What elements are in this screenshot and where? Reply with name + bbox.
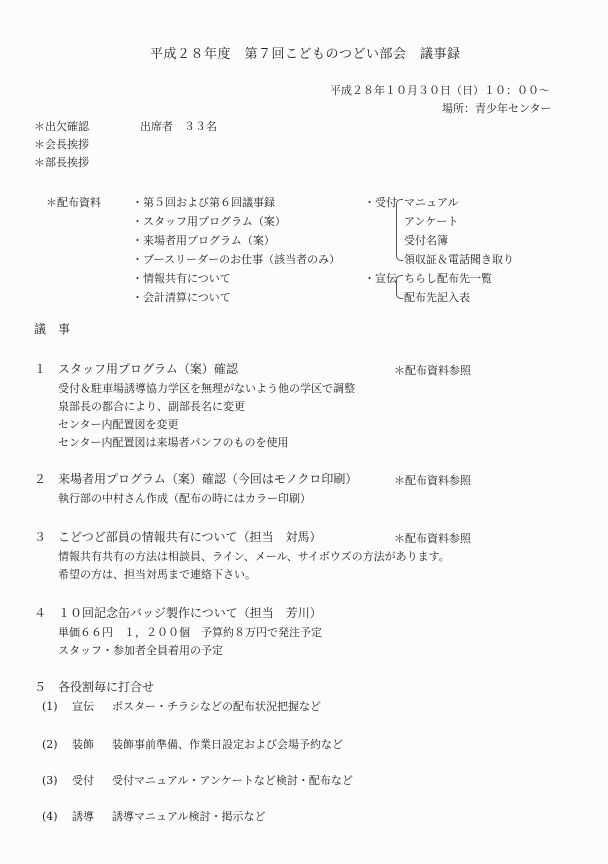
agenda-item-number: ３ xyxy=(34,530,47,544)
pr-item: 配布先記入表 xyxy=(404,291,470,304)
agenda-item-title: １０回記念缶バッジ製作について（担当 芳川） xyxy=(58,606,322,620)
agenda-item-title: こどつど部員の情報共有について（担当 対馬） xyxy=(58,530,322,544)
reception-item: アンケート xyxy=(404,215,459,228)
agenda-item-title: スタッフ用プログラム（案）確認 xyxy=(58,362,238,376)
reception-item: マニュアル xyxy=(404,196,459,209)
agenda-ref-note: ＊配布資料参照 xyxy=(394,532,471,545)
materials-label: ＊配布資料 xyxy=(46,196,101,209)
agenda-item-number: ２ xyxy=(34,472,47,486)
materials-item: ・スタッフ用プログラム（案） xyxy=(132,215,286,228)
materials-item: ・会計清算について xyxy=(132,291,231,304)
role-description: 誘導マニュアル検討・掲示など xyxy=(112,810,266,823)
agenda-ref-note: ＊配布資料参照 xyxy=(394,474,471,487)
role-description: 受付マニュアル・アンケートなど検討・配布など xyxy=(112,774,353,787)
role-number: (2) xyxy=(42,738,58,751)
materials-item: ・第５回および第６回議事録 xyxy=(132,196,275,209)
pr-brace xyxy=(396,275,403,299)
role-description: ポスター・チラシなどの配布状況把握など xyxy=(112,700,321,713)
attendance-label: ＊出欠確認 xyxy=(34,120,89,133)
attendance-value: 出席者 ３３名 xyxy=(140,120,217,133)
role-name: 装飾 xyxy=(72,738,94,751)
agenda-item-line: 受付＆駐車場誘導協力学区を無理がないよう他の学区で調整 xyxy=(58,382,355,395)
role-number: (3) xyxy=(42,774,58,787)
role-description: 装飾事前準備、作業日設定および会場予約など xyxy=(112,738,343,751)
reception-label: ・受付 xyxy=(364,196,397,209)
agenda-item-line: 単価６６円 １，２００個 予算約８万円で発注予定 xyxy=(58,626,322,639)
role-name: 宣伝 xyxy=(72,700,94,713)
role-name: 誘導 xyxy=(72,810,94,823)
reception-item: 領収証＆電話聞き取り xyxy=(404,253,514,266)
agenda-ref-note: ＊配布資料参照 xyxy=(394,364,471,377)
agenda-item-line: スタッフ・参加者全員着用の予定 xyxy=(58,644,223,657)
pr-label: ・宣伝 xyxy=(364,272,397,285)
reception-item: 受付名簿 xyxy=(404,234,448,247)
role-number: (4) xyxy=(42,810,58,823)
agenda-item-number: ５ xyxy=(34,680,47,694)
document-title: 平成２８年度 第７回こどものつどい部会 議事録 xyxy=(150,47,461,62)
reception-brace xyxy=(396,199,403,261)
agenda-item-number: ４ xyxy=(34,606,47,620)
agenda-item-line: センター内配置図は来場者パンフのものを使用 xyxy=(58,436,289,449)
meeting-place: 場所：青少年センター xyxy=(442,102,552,115)
chair-greeting: ＊会長挨拶 xyxy=(34,138,89,151)
materials-item: ・来場者用プログラム（案） xyxy=(132,234,275,247)
meeting-date: 平成２８年１０月３０日（日）１０：００～ xyxy=(330,84,550,97)
role-number: (1) xyxy=(42,700,58,713)
agenda-item-line: 執行部の中村さん作成（配布の時にはカラー印刷） xyxy=(58,492,311,505)
agenda-item-title: 来場者用プログラム（案）確認（今回はモノクロ印刷） xyxy=(58,472,358,486)
pr-item: ちらし配布先一覧 xyxy=(404,272,492,285)
agenda-item-title: 各役割毎に打合せ xyxy=(58,680,155,694)
agenda-item-number: １ xyxy=(34,362,47,376)
materials-item: ・ブースリーダーのお仕事（該当者のみ） xyxy=(132,253,341,266)
agenda-item-line: 情報共有共有の方法は相談員、ライン、メール、サイボウズの方法があります。 xyxy=(58,550,450,563)
agenda-heading: 議 事 xyxy=(34,322,71,336)
director-greeting: ＊部長挨拶 xyxy=(34,156,89,169)
agenda-item-line: 希望の方は、担当対馬まで連絡下さい。 xyxy=(58,568,256,581)
agenda-item-line: 泉部長の都合により、副部長名に変更 xyxy=(58,400,245,413)
materials-item: ・情報共有について xyxy=(132,272,231,285)
role-name: 受付 xyxy=(72,774,94,787)
agenda-item-line: センター内配置図を変更 xyxy=(58,418,179,431)
